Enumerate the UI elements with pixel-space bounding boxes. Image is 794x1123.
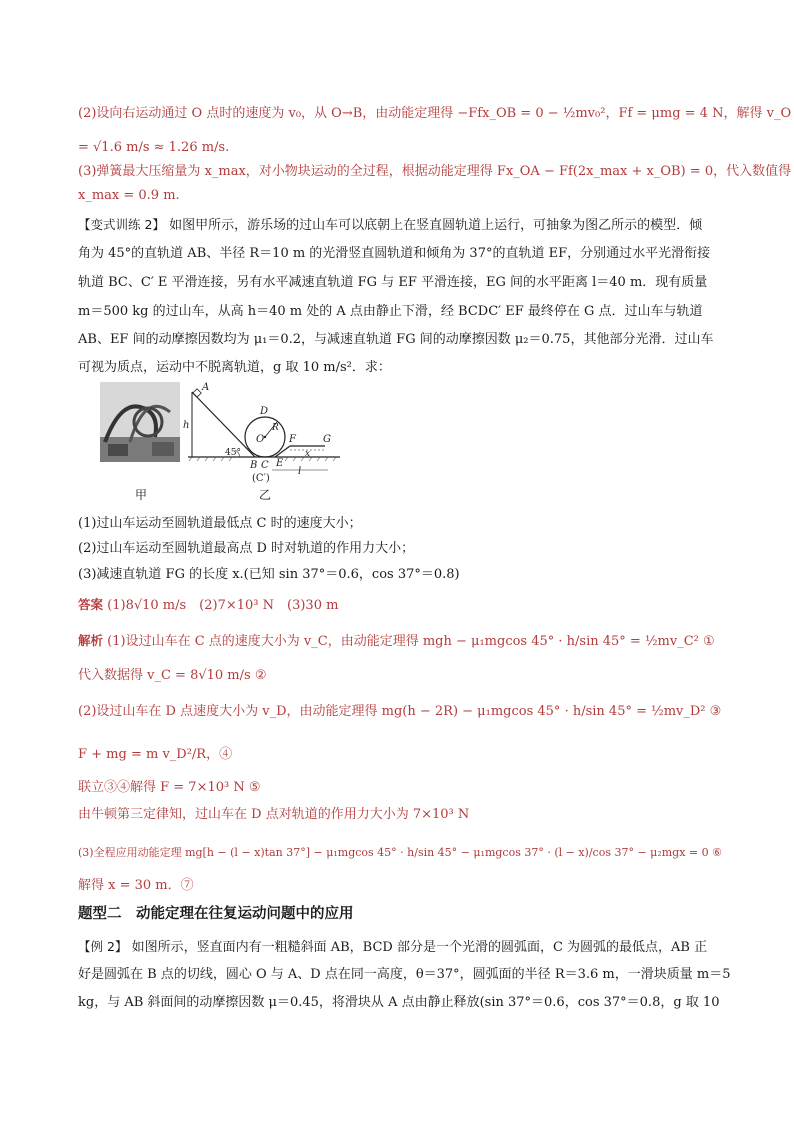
question-2: (2)过山车运动至圆轨道最高点 D 时对轨道的作用力大小； [78,541,415,556]
label-G: G [323,434,331,445]
analysis-line-7: (3)全程应用动能定理 mg[h − (l − x)tan 37°] − μ₁mgcos 45° · h/sin 45° − μ₁mgcos 37° · (l − x)/cos 37° − μ₂mgx = 0 ⑥ [78,846,722,859]
variant-line-5: AB、EF 间的动摩擦因数均为 μ₁＝0.2，与减速直轨道 FG 间的动摩擦因数 μ₂＝0.75，其他部分光滑．过山车 [78,332,714,347]
analysis-line-3: (2)设过山车在 D 点速度大小为 v_D，由动能定理得 mg(h − 2R) − μ₁mgcos 45° · h/sin 45° = ½mv_D² ③ [78,704,722,719]
analysis-line-2: 代入数据得 v_C = 8√10 m/s ② [78,668,267,683]
variant-tag: 【变式训练 2】 [78,217,165,232]
figure-roller-coaster [100,382,350,502]
question-3: (3)减速直轨道 FG 的长度 x.(已知 sin 37°＝0.6，cos 37°＝0.8) [78,567,460,582]
variant-line-6: 可视为质点，运动中不脱离轨道，g 取 10 m/s²．求： [78,360,391,375]
section-heading: 题型二 动能定理在往复运动问题中的应用 [78,906,354,922]
analysis-line-6: 由牛顿第三定律知，过山车在 D 点对轨道的作用力大小为 7×10³ N [78,807,470,822]
label-R: R [272,423,279,433]
label-D: D [260,406,269,417]
variant-line-4: m＝500 kg 的过山车，从高 h＝40 m 处的 A 点由静止下滑，经 BCDC′ EF 最终停在 G 点．过山车与轨道 [78,304,703,319]
variant-line-2: 角为 45°的直轨道 AB、半径 R＝10 m 的光滑竖直圆轨道和倾角为 37°的直轨道 EF，分别通过水平光滑衔接 [78,246,711,261]
example-text-1: 如图所示，竖直面内有一粗糙斜面 AB，BCD 部分是一个光滑的圆弧面，C 为圆弧的最低点，AB 正 [131,940,708,955]
answer-label: 答案 [78,597,104,612]
solution-2-line-2: = √1.6 m/s ≈ 1.26 m/s. [78,140,230,155]
label-A: A [202,382,210,393]
example-tag: 【例 2】 [78,939,128,954]
label-B: B [250,460,258,471]
label-C-prime: (C′) [252,473,270,484]
label-F: F [289,434,296,445]
solution-3-line-1: (3)弹簧最大压缩量为 x_max，对小物块运动的全过程，根据动能定理得 Fx_OA − Ff(2x_max + x_OB) = 0，代入数值得 [78,164,792,179]
variant-line-3: 轨道 BC、C′ E 平滑连接，另有水平减速直轨道 FG 与 EF 平滑连接，EG 间的水平距离 l＝40 m．现有质量 [78,275,708,290]
question-1: (1)过山车运动至圆轨道最低点 C 时的速度大小； [78,516,362,531]
label-45deg: 45° [225,448,241,458]
roller-coaster-photo [100,382,180,462]
analysis-line-1 [78,632,728,651]
example-line-3: kg，与 AB 斜面间的动摩擦因数 μ＝0.45，将滑块从 A 点由静止释放(sin 37°＝0.6，cos 37°＝0.8，g 取 10 [78,995,720,1010]
answer-text: (1)8√10 m/s (2)7×10³ N (3)30 m [107,598,339,613]
figure-label-jia: 甲 [135,488,148,502]
answer-line [78,596,728,615]
solution-2-line-1: (2)设向右运动通过 O 点时的速度为 v₀，从 O→B，由动能定理得 −Ffx_OB = 0 − ½mv₀²，Ff = μmg = 4 N，解得 v_O [78,106,792,121]
example-line-1 [78,938,728,957]
variant-line-1 [78,216,728,235]
analysis-line-5: 联立③④解得 F = 7×10³ N ⑤ [78,780,261,795]
label-h: h [183,420,190,431]
label-l: l [298,466,302,477]
solution-3-line-2: x_max = 0.9 m. [78,188,180,203]
variant-text-1: 如图甲所示，游乐场的过山车可以底朝上在竖直圆轨道上运行，可抽象为图乙所示的模型．倾 [169,218,703,233]
label-C: C [261,460,269,471]
label-E: E [276,458,284,469]
analysis-line-8: 解得 x = 30 m．⑦ [78,878,194,893]
track-diagram [180,382,350,492]
example-line-2: 好是圆弧在 B 点的切线，圆心 O 与 A、D 点在同一高度，θ＝37°，圆弧面的半径 R＝3.6 m，一滑块质量 m＝5 [78,967,731,982]
label-O: O [256,434,265,445]
analysis-text-1: (1)设过山车在 C 点的速度大小为 v_C，由动能定理得 mgh − μ₁mgcos 45° · h/sin 45° = ½mv_C² ① [107,634,715,649]
analysis-line-4: F + mg = m v_D²/R，④ [78,747,233,762]
analysis-label: 解析 [78,633,104,648]
figure-label-yi: 乙 [259,488,272,502]
label-x: x [305,449,311,459]
